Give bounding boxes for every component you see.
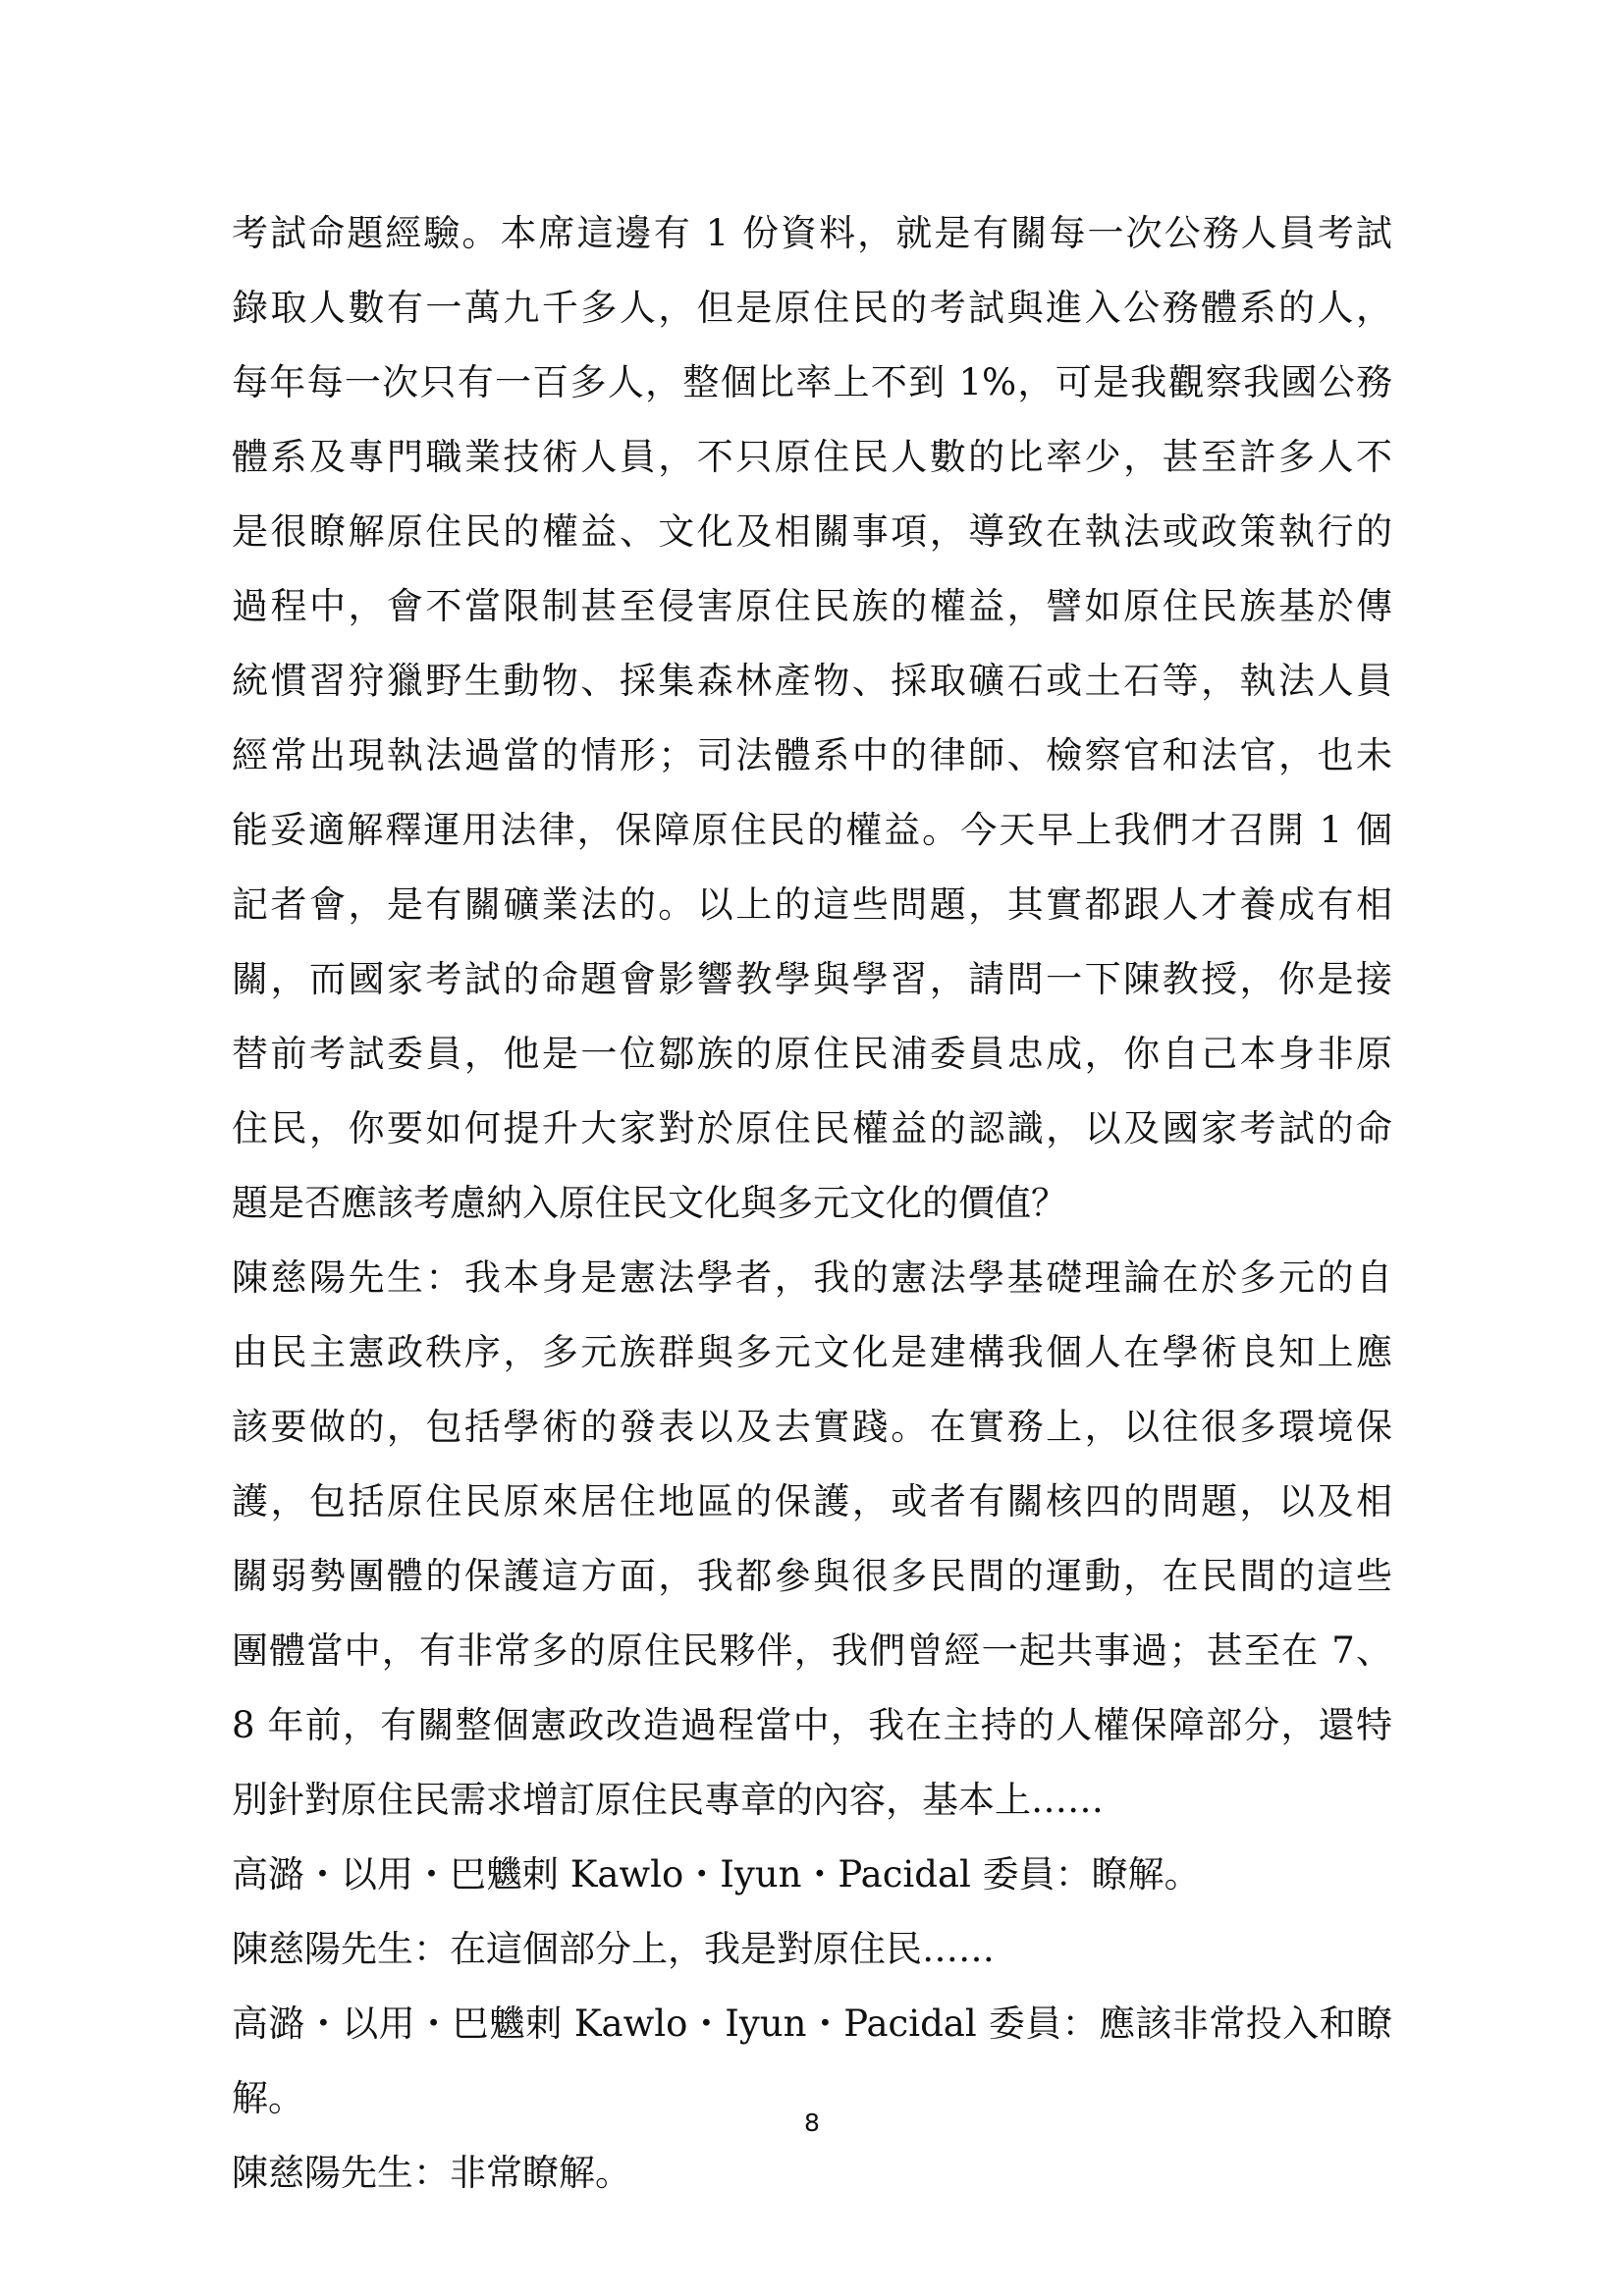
text-line: 記者會，是有關礦業法的。以上的這些問題，其實都跟人才養成有相 [232, 883, 1392, 926]
text-line: 關弱勢團體的保護這方面，我都參與很多民間的運動，在民間的這些 [232, 1555, 1392, 1597]
text-line: 是很瞭解原住民的權益、文化及相關事項，導致在執法或政策執行的 [232, 510, 1392, 553]
text-line: 陳慈陽先生：在這個部分上，我是對原住民…… [232, 1928, 995, 1970]
text-line: 統慣習狩獵野生動物、採集森林產物、採取礦石或土石等，執法人員 [232, 660, 1392, 702]
text-line: 經常出現執法過當的情形；司法體系中的律師、檢察官和法官，也未 [232, 734, 1392, 776]
text-line: 住民，你要如何提升大家對於原住民權益的認識，以及國家考試的命 [232, 1107, 1392, 1149]
page-number: 8 [804, 2109, 820, 2137]
text-line: 由民主憲政秩序，多元族群與多元文化是建構我個人在學術良知上應 [232, 1331, 1392, 1373]
text-line: 解。 [232, 2077, 304, 2119]
text-line: 8 年前，有關整個憲政改造過程當中，我在主持的人權保障部分，還特 [232, 1704, 1392, 1746]
text-line: 別針對原住民需求增訂原住民專章的內容，基本上…… [232, 1779, 1104, 1821]
text-line: 高潞・以用・巴魕剌 Kawlo・Iyun・Pacidal 委員：應該非常投入和瞭 [232, 2002, 1392, 2045]
text-line: 每年每一次只有一百多人，整個比率上不到 1%，可是我觀察我國公務 [232, 361, 1392, 403]
text-line: 關，而國家考試的命題會影響教學與學習，請問一下陳教授，你是接 [232, 958, 1392, 1000]
text-line: 替前考試委員，他是一位鄒族的原住民浦委員忠成，你自己本身非原 [232, 1033, 1392, 1075]
text-line: 高潞・以用・巴魕剌 Kawlo・Iyun・Pacidal 委員：瞭解。 [232, 1853, 1201, 1896]
text-line: 能妥適解釋運用法律，保障原住民的權益。今天早上我們才召開 1 個 [232, 809, 1392, 851]
text-line: 該要做的，包括學術的發表以及去實踐。在實務上，以往很多環境保 [232, 1406, 1392, 1448]
body-text [232, 196, 1392, 2211]
text-line: 團體當中，有非常多的原住民夥伴，我們曾經一起共事過；甚至在 7、 [232, 1629, 1392, 1672]
text-line: 陳慈陽先生：我本身是憲法學者，我的憲法學基礎理論在於多元的自 [232, 1256, 1392, 1299]
text-line: 體系及專門職業技術人員，不只原住民人數的比率少，甚至許多人不 [232, 436, 1392, 478]
text-line: 過程中，會不當限制甚至侵害原住民族的權益，譬如原住民族基於傳 [232, 585, 1392, 627]
text-line: 護，包括原住民原來居住地區的保護，或者有關核四的問題，以及相 [232, 1480, 1392, 1522]
text-line: 陳慈陽先生：非常瞭解。 [232, 2152, 631, 2194]
text-line: 錄取人數有一萬九千多人，但是原住民的考試與進入公務體系的人， [232, 287, 1392, 329]
text-line: 考試命題經驗。本席這邊有 1 份資料，就是有關每一次公務人員考試 [232, 212, 1392, 254]
text-line: 題是否應該考慮納入原住民文化與多元文化的價值？ [232, 1182, 1067, 1224]
